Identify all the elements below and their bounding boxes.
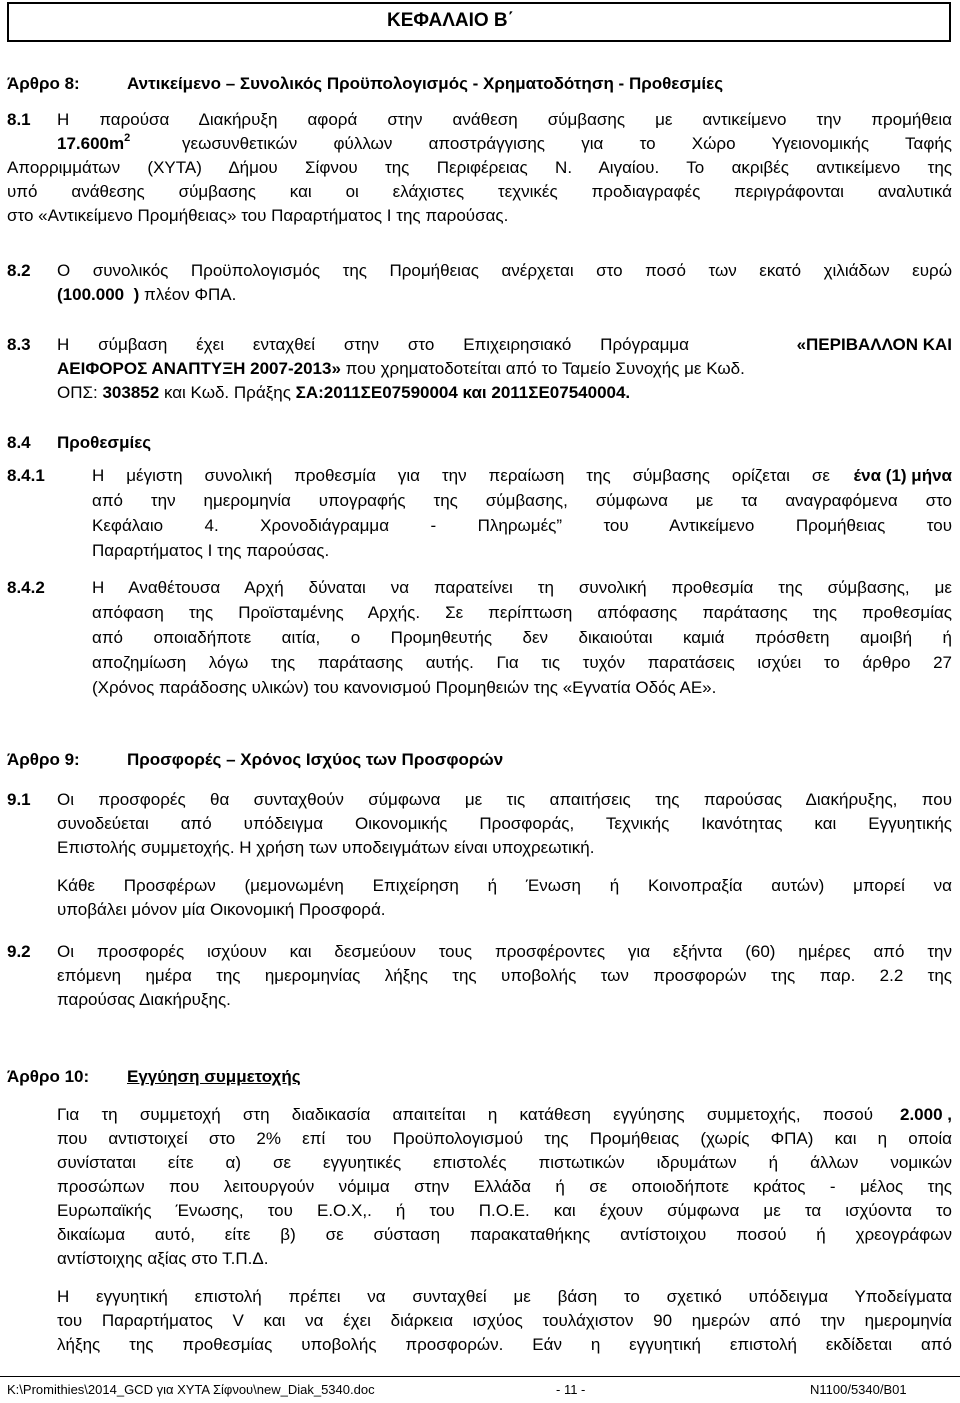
section-8-1-line: Απορριμμάτων (ΧΥΤΑ) Δήμου Σίφνου της Περιφέρειας Ν. Αιγαίου. Το ακριβές αντικείμενο της [7, 158, 952, 177]
section-8-1-line: υπό ανάθεσης σύμβασης και οι ελάχιστες τεχνικές προδιαγραφές περιγράφονται αναλυτικά [7, 182, 952, 201]
guarantee-amount: 2.000 [899, 1105, 943, 1124]
program-name-start: «ΠΕΡΙΒΑΛΛΟΝ ΚΑΙ [796, 335, 952, 354]
program-name-end: ΑΕΙΦΟΡΟΣ ΑΝΑΠΤΥΞΗ 2007-2013» [57, 359, 341, 378]
project-codes: ΣΑ:2011ΣΕ07590004 και 2011ΣΕ07540004. [295, 383, 631, 402]
article-10-line: Ευρωπαϊκής Ένωσης, του Ε.Ο.Χ,. ή του Π.Ο.Ε. και έχουν σύμφωνα με τα ισχύοντα το [57, 1201, 952, 1220]
article-10-line: Η εγγυητική επιστολή πρέπει να συνταχθεί με βάση το σχετικό υπόδειγμα Υποδείγματα [57, 1287, 952, 1306]
budget-vat-note: πλέον ΦΠΑ. [143, 285, 237, 304]
section-8-4-1-line: Παραρτήματος Ι της παρούσας. [92, 541, 330, 560]
section-9-1-line: Επιστολής συμμετοχής. Η χρήση των υποδειγμάτων είναι υποχρεωτική. [57, 838, 595, 857]
article-9-label: Άρθρο 9: [7, 750, 80, 769]
section-8-4-1-number: 8.4.1 [7, 466, 45, 485]
section-9-2-line: Οι προσφορές ισχύουν και δεσμεύουν τους προσφέροντες για εξήντα (60) ημέρες από την [57, 942, 952, 961]
section-8-4-2-line: από οποιαδήποτε αιτία, ο Προμηθευτής δεν δικαιούται καμιά πρόσθετη αμοιβή ή [92, 628, 952, 647]
chapter-title: ΚΕΦΑΛΑΙΟ Β΄ [387, 10, 514, 31]
section-8-3-line [57, 333, 952, 357]
guarantee-amount-comma: , [947, 1105, 952, 1124]
article-10-line: αντίστοιχης αξίας στο Τ.Π.Δ. [57, 1249, 269, 1268]
article-10-line: λήξης της προθεσμίας υποβολής προσφορών. Εάν η εγγυητική επιστολή εκδίδεται από [57, 1335, 952, 1354]
article-10-label: Άρθρο 10: [7, 1067, 90, 1086]
footer-reference: N1100/5340/B01 [810, 1382, 907, 1397]
article-10-line: συνίσταται είτε α) σε εγγυητικές επιστολές πιστωτικών ιδρυμάτων ή άλλων νομικών [57, 1153, 952, 1172]
section-8-4-2-line: αποζημίωση λόγω της παράτασης αυτής. Για τις τυχόν παρατάσεις ισχύει το άρθρο 27 [92, 653, 952, 672]
section-8-1-number: 8.1 [7, 110, 31, 129]
section-8-4-1-text: Η μέγιστη συνολική προθεσμία για την περαίωση της σύμβασης ορίζεται σε [92, 466, 830, 485]
section-8-4-number: 8.4 [7, 433, 31, 452]
section-8-3-text: Η σύμβαση έχει ενταχθεί στην στο Επιχειρησιακό Πρόγραμμα [57, 335, 689, 354]
section-8-4-2-line: (Χρόνος παράδοσης υλικών) του κανονισμού Προμηθειών της «Εγνατία Οδός ΑΕ». [92, 678, 717, 697]
section-9-2-number: 9.2 [7, 942, 31, 961]
section-8-4-2-line: απόφαση της Προϊσταμένης Αρχής. Σε περίπτωση απόφασης παράτασης της προθεσμίας [92, 603, 952, 622]
article-8-title: Αντικείμενο – Συνολικός Προϋπολογισμός - Χρηματοδότηση - Προθεσμίες [127, 74, 724, 93]
article-9-title: Προσφορές – Χρόνος Ισχύος των Προσφορών [127, 750, 504, 769]
section-8-4-1-line [92, 464, 952, 488]
section-8-3-text: που χρηματοδοτείται από το Ταμείο Συνοχής με Κωδ. [345, 359, 745, 378]
section-8-1-line-text: γεωσυνθετικών φύλλων αποστράγγισης για το Χώρο Υγειονομικής Ταφής [182, 134, 952, 153]
budget-amount: (100.000 [57, 285, 125, 304]
deadline-duration: ένα (1) μήνα [853, 466, 952, 485]
section-8-4-2-number: 8.4.2 [7, 578, 45, 597]
section-8-2-line [57, 283, 236, 307]
ops-label: ΟΠΣ: [57, 383, 98, 402]
footer-file-path: K:\Promithies\2014_GCD για ΧΥΤΑ Σίφνου\new_Diak_5340.doc [7, 1382, 375, 1397]
budget-amount-close: ) [133, 285, 140, 304]
section-8-4-2-line: Η Αναθέτουσα Αρχή δύναται να παρατείνει τη συνολική προθεσμία της σύμβασης, με [92, 578, 952, 597]
section-8-3-line [57, 357, 745, 381]
section-9-1-line: συνοδεύεται από υπόδειγμα Οικονομικής Προσφοράς, Τεχνικής Ικανότητας και Εγγυητικής [57, 814, 952, 833]
article-10-title: Εγγύηση συμμετοχής [127, 1067, 301, 1086]
section-8-1-line: στο «Αντικείμενο Προμήθειας» του Παραρτήματος Ι της παρούσας. [7, 206, 509, 225]
chapter-title-box [7, 2, 951, 42]
section-8-1-line: Η παρούσα Διακήρυξη αφορά στην ανάθεση σύμβασης με αντικείμενο την προμήθεια [57, 110, 952, 129]
section-9-2-line: επόμενη ημέρα της ημερομηνίας λήξης της υποβολής των προσφορών της παρ. 2.2 της [57, 966, 952, 985]
section-9-1-paragraph-line: υποβάλει μόνον μία Οικονομική Προσφορά. [57, 900, 386, 919]
footer-page-number: - 11 - [556, 1382, 586, 1397]
article-10-line: προσώπων που λειτουργούν νόμιμα στην Ελλάδα ή σε οποιοδήποτε κράτος - μέλος της [57, 1177, 952, 1196]
section-8-4-title: Προθεσμίες [57, 433, 152, 452]
section-9-1-line: Οι προσφορές θα συνταχθούν σύμφωνα με τις απαιτήσεις της παρούσας Διακήρυξης, που [57, 790, 952, 809]
section-8-2-line: Ο συνολικός Προϋπολογισμός της Προμήθειας ανέρχεται στο ποσό των εκατό χιλιάδων ευρώ [57, 261, 952, 280]
section-8-3-text: και Κωδ. Πράξης [163, 383, 291, 402]
article-10-text: Για τη συμμετοχή στη διαδικασία απαιτείται η κατάθεση εγγύησης συμμετοχής, ποσού [57, 1105, 873, 1124]
section-8-3-line [57, 381, 630, 405]
page-footer [0, 1376, 960, 1403]
section-9-1-paragraph-line: Κάθε Προσφέρων (μεμονωμένη Επιχείρηση ή Ένωση ή Κοινοπραξία αυτών) μπορεί να [57, 876, 952, 895]
section-8-1-line [57, 132, 952, 156]
article-10-line: δικαίωμα αυτό, είτε β) σε σύσταση παρακαταθήκης αντίστοιχου ποσού ή χρεογράφων [57, 1225, 952, 1244]
article-10-line: του Παραρτήματος V και να έχει διάρκεια ισχύος τουλάχιστον 90 ημερών από την ημερομηνία [57, 1311, 952, 1330]
quantity-value: 17.600m [57, 134, 125, 153]
section-9-2-line: παρούσας Διακήρυξης. [57, 990, 231, 1009]
section-9-1-number: 9.1 [7, 790, 31, 809]
article-10-line: που αντιστοιχεί στο 2% επί του Προϋπολογισμού της Προμήθειας (χωρίς ΦΠΑ) και η οποία [57, 1129, 952, 1148]
section-8-4-1-line: από την ημερομηνία υπογραφής της σύμβασης, σύμφωνα με τα αναγραφόμενα στο [92, 491, 952, 510]
ops-code: 303852 [102, 383, 160, 402]
quantity-superscript: 2 [124, 132, 131, 144]
article-8-label: Άρθρο 8: [7, 74, 80, 93]
section-8-3-number: 8.3 [7, 335, 31, 354]
article-10-line [57, 1103, 952, 1127]
section-8-4-1-line: Κεφάλαιο 4. Χρονοδιάγραμμα - Πληρωμές” του Αντικείμενο Προμήθειας του [92, 516, 952, 535]
section-8-2-number: 8.2 [7, 261, 31, 280]
